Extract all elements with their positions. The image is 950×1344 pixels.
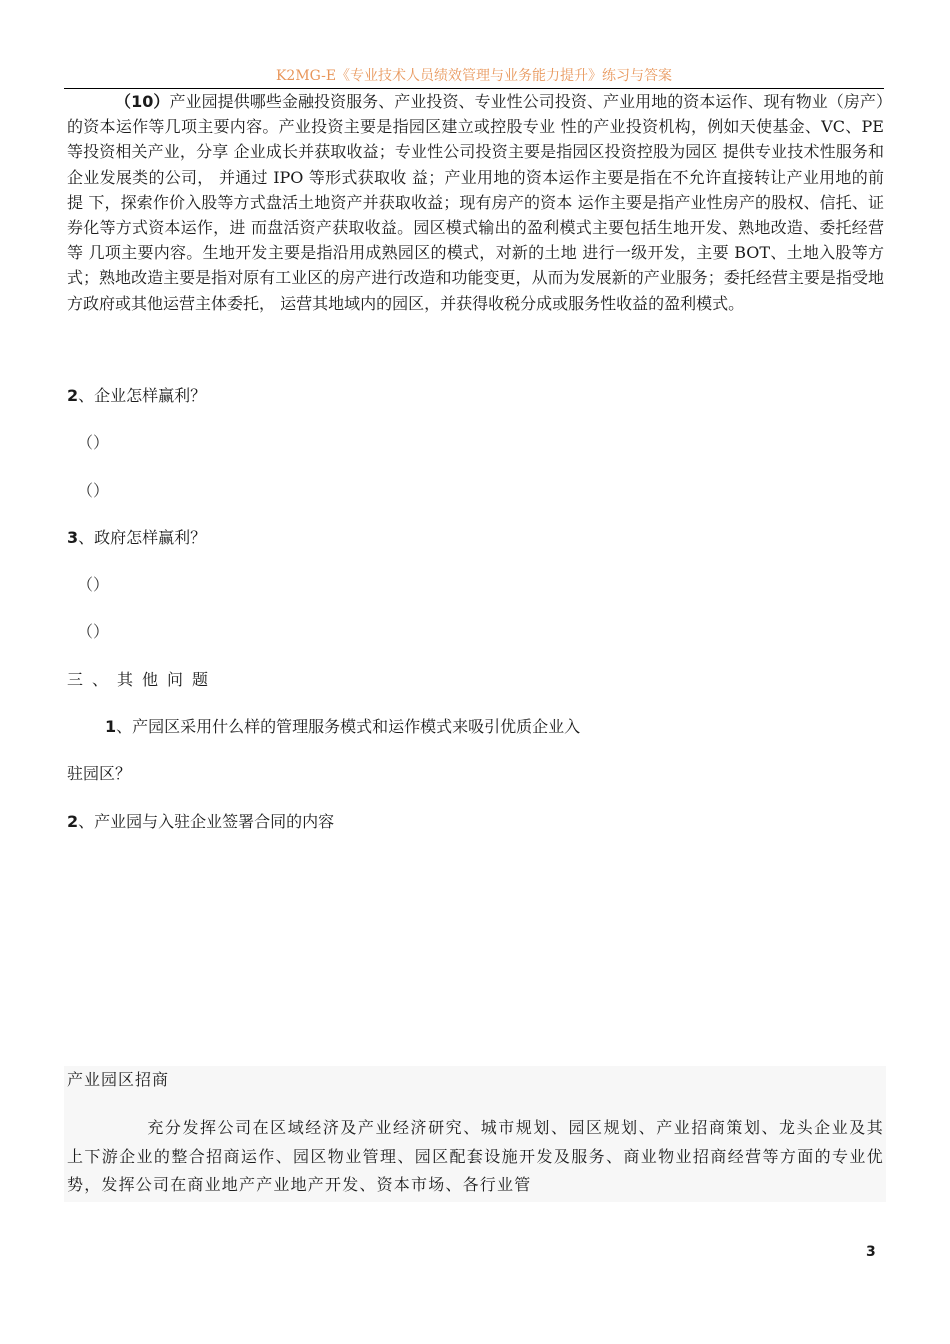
answer-blank: （） [77,575,110,594]
answer-blank: （） [77,433,110,452]
recruitment-title: 产业园区招商 [67,1070,170,1089]
question-2 [67,384,206,408]
question-number: 1 [105,717,117,736]
question-text: 、产园区采用什么样的管理服务模式和运作模式来吸引优质企业入 [116,717,581,736]
paragraph-text: 产业园提供哪些金融投资服务、产业投资、专业性公司投资、产业用地的资本运作、现有物业（房产）的资本运作等几项主要内容。产业投资主要是指园区建立或控股专业 性的产业投资机构，例如天使基金、VC、PE 等投资相关产业，分享 企业成长并获取收益；专业性公司投资主要是指园区投资控股为园区 提供专业技术性服务和企业发展类的公司， 并通过 IPO 等形式获取收 益；产业用地的资本运作主要是指在不允许直接转让产业用地的前提 下，探索作价入股等方式盘活土地资产并获取收益；现有房产的资本 运作主要是指产业性房产的股权、信托、证券化等方式资本运作，进 而盘活资产获取收益。园区模式输出的盈利模式主要包括生地开发、熟地改造、委托经营等 几项主要内容。生地开发主要是指沿用成熟园区的模式，对新的土地 进行一级开发，主要 BOT、土地入股等方式；熟地改造主要是指对原有工业区的房产进行改造和功能变更，从而为发展新的产业服务；委托经营主要是指受地方政府或其他运营主体委托， 运营其地域内的园区，并获得收税分成或服务性收益的盈利模式。 [67,92,884,313]
answer-blank: （） [77,622,110,641]
other-question-1 [105,715,580,739]
recruitment-paragraph [67,1114,884,1202]
other-question-1-continued: 驻园区？ [67,764,132,783]
page-number: 3 [866,1244,876,1260]
page-header: K2MG-E《专业技术人员绩效管理与业务能力提升》练习与答案 [275,68,673,84]
question-text: 、产业园与入驻企业签署合同的内容 [78,812,335,831]
other-question-2 [67,810,334,834]
answer-paragraph-10 [67,89,884,316]
question-number: 2 [67,386,79,405]
question-number: 3 [67,528,79,547]
question-text: 、企业怎样赢利？ [78,386,207,405]
question-number: 2 [67,812,79,831]
recruitment-text: 充分发挥公司在区域经济及产业经济研究、城市规划、园区规划、产业招商策划、龙头企业及其上下游企业的整合招商运作、园区物业管理、园区配套设施开发及服务、商业物业招商经营等方面的专业优势，发挥公司在商业地产产业地产开发、资本市场、各行业管 [67,1118,884,1194]
question-3 [67,526,206,550]
answer-blank: （） [77,481,110,500]
paragraph-number: （10） [115,92,170,111]
section-heading: 三、其他问题 [67,670,218,689]
question-text: 、政府怎样赢利？ [78,528,207,547]
